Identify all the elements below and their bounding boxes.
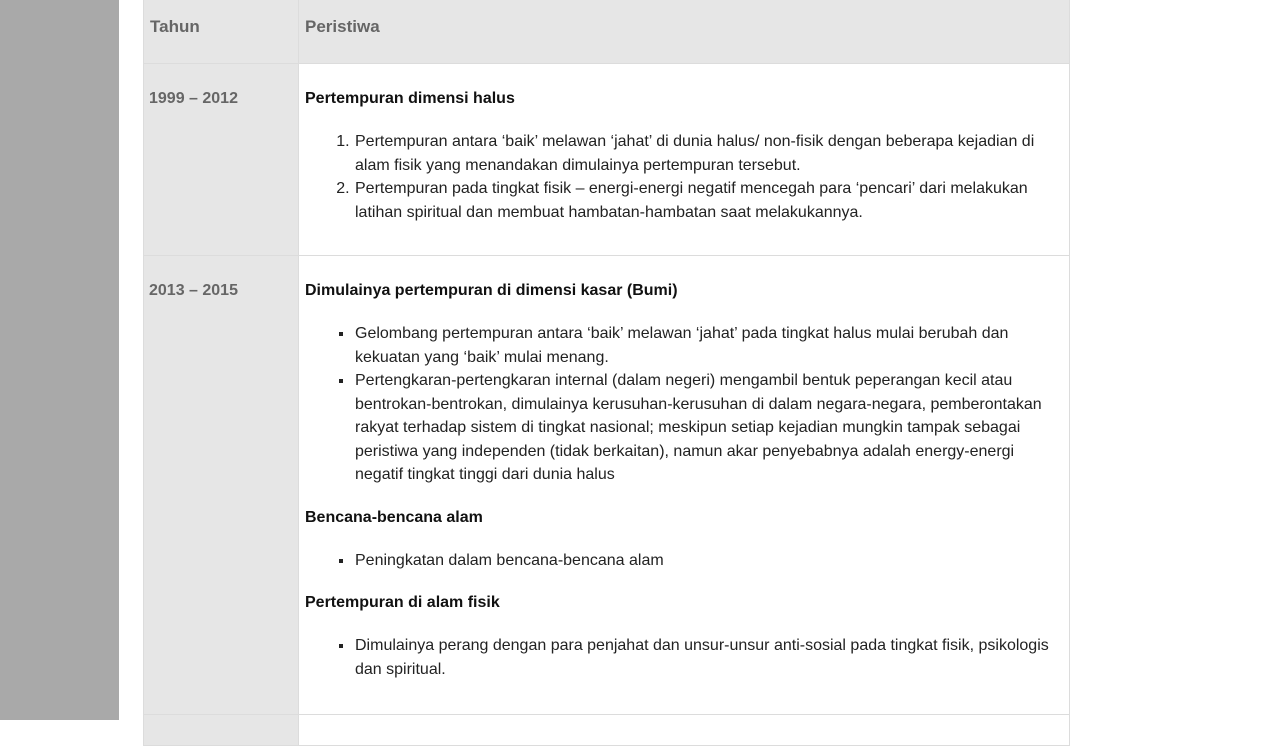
bullet-list <box>305 634 1049 681</box>
list-item: ▪ Pertengkaran-pertengkaran internal (dalam negeri) mengambil bentuk peperangan kecil atau bentrokan-bentrokan, dimulainya kerusuhan-kerusuhan di dalam negara-negara, pemberontakan rakyat terhadap sistem di tingkat nasional; meskipun setiap kejadian mungkin tampak sebagai peristiwa yang independen (tidak berkaitan), namun akar penyebabnya adalah energy-energi negatif tingkat tinggi dari dunia halus <box>354 369 1049 487</box>
bullet-list <box>305 322 1049 487</box>
section-title: Pertempuran dimensi halus <box>305 90 515 107</box>
list-item: 2. Pertempuran pada tingkat fisik – energi-energi negatif mencegah para ‘pencari’ dari melakukan latihan spiritual dan membuat hambatan-hambatan saat melakukannya. <box>354 177 1049 224</box>
event-cell <box>299 256 1070 715</box>
section-title: Pertempuran di alam fisik <box>305 594 500 611</box>
list-item: ▪ Dimulainya perang dengan para penjahat dan unsur-unsur anti-sosial pada tingkat fisik, psikologis dan spiritual. <box>354 634 1049 681</box>
year-cell <box>144 715 299 746</box>
table-row <box>144 64 1070 256</box>
numbered-list <box>305 130 1049 224</box>
table-header-row <box>144 0 1070 64</box>
list-item: ▪ Gelombang pertempuran antara ‘baik’ melawan ‘jahat’ pada tingkat halus mulai berubah dan kekuatan yang ‘baik’ mulai menang. <box>354 322 1049 369</box>
left-margin-strip <box>0 0 119 720</box>
year-cell: 2013 – 2015 <box>144 256 299 715</box>
list-item: ▪ Peningkatan dalam bencana-bencana alam <box>354 549 1049 573</box>
event-cell <box>299 715 1070 746</box>
year-cell: 1999 – 2012 <box>144 64 299 256</box>
table-row <box>144 256 1070 715</box>
timeline-table <box>143 0 1070 746</box>
event-cell <box>299 64 1070 256</box>
column-header-event: Peristiwa <box>299 0 1070 64</box>
column-header-year: Tahun <box>144 0 299 64</box>
section-title: Bencana-bencana alam <box>305 508 483 526</box>
list-item: 1. Pertempuran antara ‘baik’ melawan ‘jahat’ di dunia halus/ non-fisik dengan beberapa kejadian di alam fisik yang menandakan dimulainya pertempuran tersebut. <box>354 130 1049 177</box>
page-content <box>119 0 1280 720</box>
section-title: Dimulainya pertempuran di dimensi kasar (Bumi) <box>305 282 678 299</box>
bullet-list <box>305 549 1049 573</box>
table-row <box>144 715 1070 746</box>
